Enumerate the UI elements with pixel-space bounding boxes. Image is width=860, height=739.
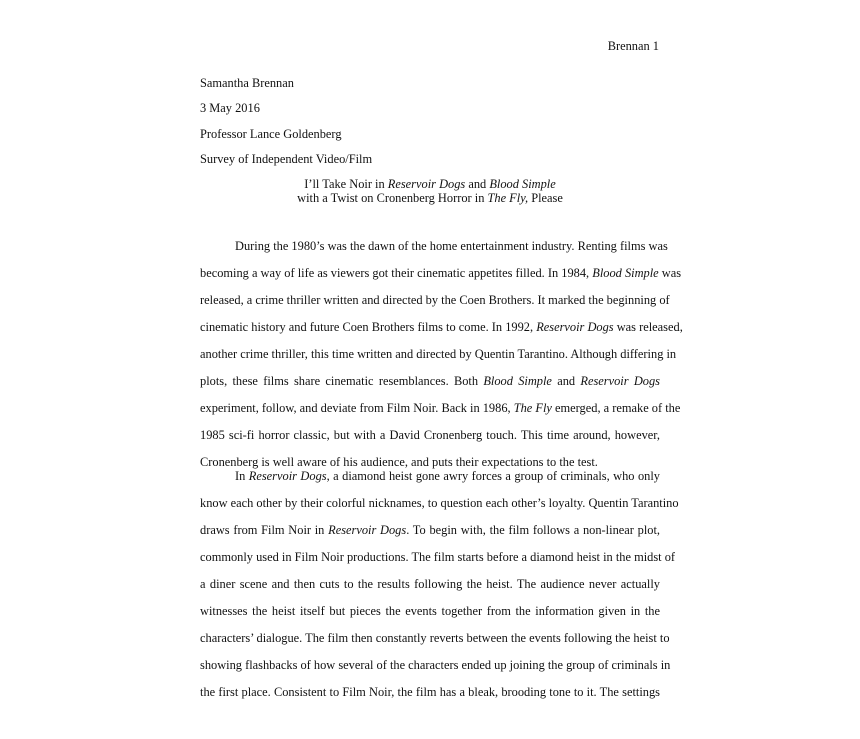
italic-run: Blood Simple xyxy=(592,266,659,280)
text-run: . To begin with, the film follows a non-linear plot, xyxy=(406,523,660,537)
body-line xyxy=(200,455,660,469)
italic-run: Reservoir Dogs xyxy=(536,320,614,334)
text-run: was xyxy=(658,266,682,280)
text-run: a diner scene and then cuts to the results following the heist. The audience never actually xyxy=(200,577,660,591)
body-line xyxy=(200,577,660,591)
text-run: showing flashbacks of how several of the characters ended up joining the group of criminals in xyxy=(200,658,671,672)
text-run: 1985 sci-fi horror classic, but with a David Cronenberg touch. This time around, however, xyxy=(200,428,660,442)
text-run: know each other by their colorful nicknames, to question each other’s loyalty. Quentin Tarantino xyxy=(200,496,679,510)
italic-run: Blood Simple xyxy=(483,374,552,388)
text-run: and xyxy=(465,177,490,191)
text-run: plots, these films share cinematic resemblances. Both xyxy=(200,374,484,388)
text-run: Cronenberg is well aware of his audience, and puts their expectations to the test. xyxy=(200,455,598,469)
body-line xyxy=(200,401,681,415)
text-run: and xyxy=(551,374,581,388)
text-run: witnesses the heist itself but pieces the events together from the information given in the xyxy=(200,604,660,618)
body-line xyxy=(200,496,679,510)
italic-run: Reservoir Dogs xyxy=(248,469,327,483)
italic-run: The Fly, xyxy=(487,191,529,205)
text-run: experiment, follow, and deviate from Film Noir. Back in 1986, xyxy=(200,401,514,415)
body-line xyxy=(200,685,660,699)
text-run: During the 1980’s was the dawn of the home entertainment industry. Renting films was xyxy=(235,239,668,253)
text-run: commonly used in Film Noir productions. The film starts before a diamond heist in the midst of xyxy=(200,550,676,564)
italic-run: The Fly xyxy=(513,401,552,415)
course-name: Survey of Independent Video/Film xyxy=(200,152,373,166)
body-line xyxy=(200,374,660,388)
text-run: another crime thriller, this time written and directed by Quentin Tarantino. Although differing in xyxy=(200,347,677,361)
text-run: becoming a way of life as viewers got their cinematic appetites filled. In 1984, xyxy=(200,266,593,280)
text-run: characters’ dialogue. The film then constantly reverts between the events following the heist to xyxy=(200,631,670,645)
body-line xyxy=(200,320,683,334)
text-run: emerged, a remake of the xyxy=(551,401,681,415)
italic-run: Reservoir Dogs xyxy=(328,523,407,537)
text-run: , a diamond heist gone awry forces a group of criminals, who only xyxy=(326,469,660,483)
text-run: I’ll Take Noir in xyxy=(304,177,388,191)
body-line xyxy=(200,523,660,537)
text-run: cinematic history and future Coen Brothers films to come. In 1992, xyxy=(200,320,537,334)
italic-run: Blood Simple xyxy=(489,177,556,191)
italic-run: Reservoir Dogs xyxy=(387,177,466,191)
text-run: with a Twist on Cronenberg Horror in xyxy=(297,191,488,205)
body-line xyxy=(200,469,660,483)
text-run: Please xyxy=(528,191,563,205)
text-run: released, a crime thriller written and directed by the Coen Brothers. It marked the beginning of xyxy=(200,293,670,307)
body-line xyxy=(200,266,682,280)
italic-run: Reservoir Dogs xyxy=(580,374,661,388)
body-line xyxy=(200,239,668,253)
running-head: Brennan 1 xyxy=(607,39,659,53)
text-run: the first place. Consistent to Film Noir, the film has a bleak, brooding tone to it. The settings xyxy=(200,685,660,699)
body-line xyxy=(200,550,676,564)
body-line xyxy=(200,604,660,618)
professor-name: Professor Lance Goldenberg xyxy=(200,127,342,141)
author-name: Samantha Brennan xyxy=(200,76,294,90)
title-line-1 xyxy=(0,177,860,191)
body-line xyxy=(200,428,660,442)
body-line xyxy=(200,658,671,672)
body-line xyxy=(200,631,670,645)
text-run: In xyxy=(235,469,249,483)
paper-date: 3 May 2016 xyxy=(200,101,260,115)
body-line xyxy=(200,293,670,307)
title-line-2 xyxy=(0,191,860,205)
body-line xyxy=(200,347,677,361)
text-run: draws from Film Noir in xyxy=(200,523,329,537)
text-run: was released, xyxy=(613,320,683,334)
